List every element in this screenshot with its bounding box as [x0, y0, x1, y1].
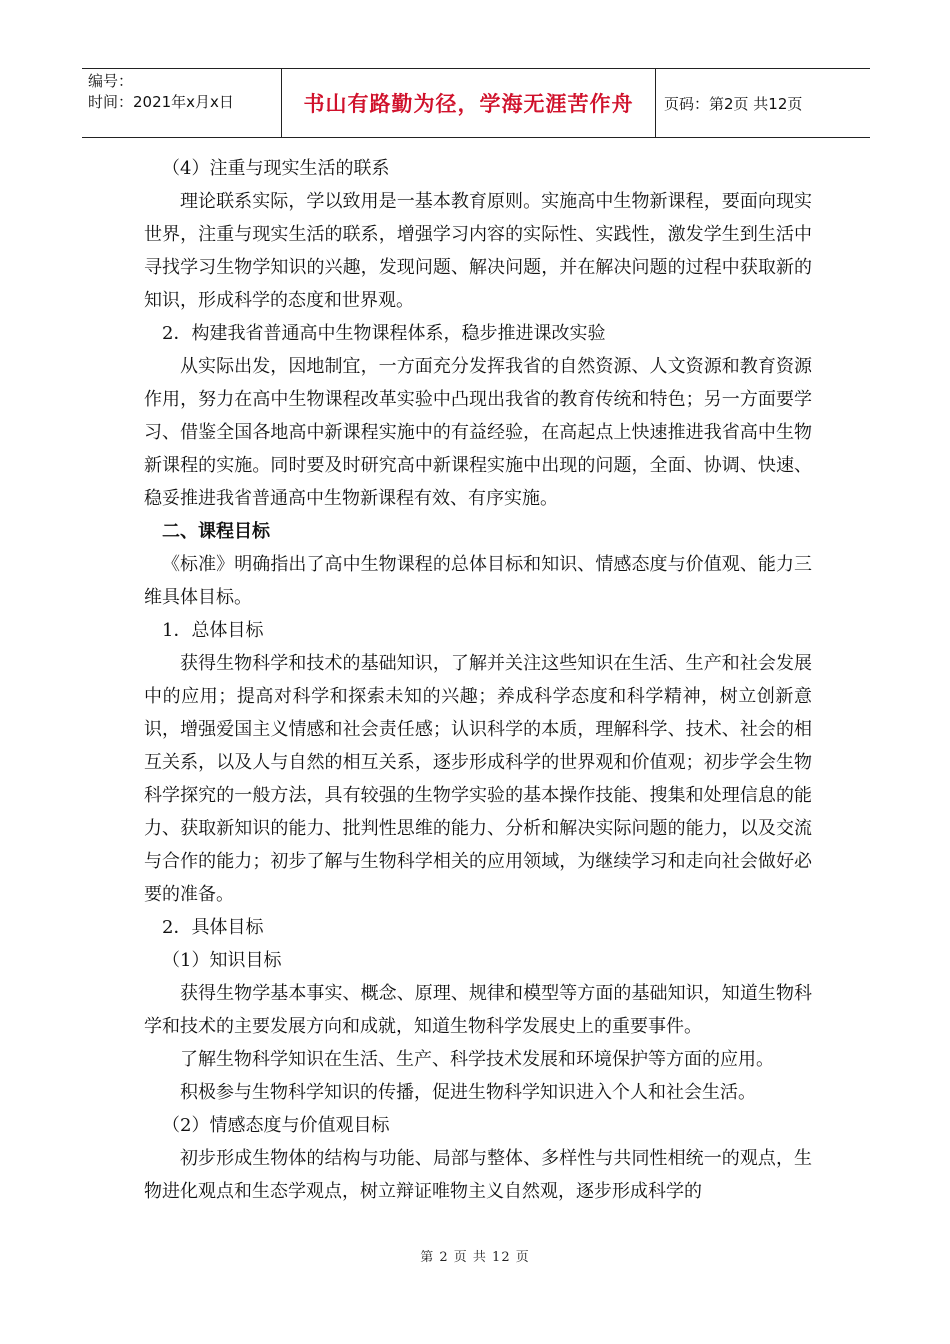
paragraph: 理论联系实际，学以致用是一基本教育原则。实施高中生物新课程，要面向现实世界，注重与现实生活的联系，增强学习内容的实际性、实践性，激发学生到生活中寻找学习生物学知识的兴趣，发现问题、解决问题，并在解决问题的过程中获取新的知识，形成科学的态度和世界观。: [144, 191, 812, 311]
paragraph: 获得生物科学和技术的基础知识，了解并关注这些知识在生活、生产和社会发展中的应用；提高对科学和探索未知的兴趣；养成科学态度和科学精神，树立创新意识，增强爱国主义情感和社会责任感；认识科学的本质，理解科学、技术、社会的相互关系，以及人与自然的相互关系，逐步形成科学的世界观和价值观；初步学会生物科学探究的一般方法，具有较强的生物学实验的基本操作技能、搜集和处理信息的能力、获取新知识的能力、批判性思维的能力、分析和解决实际问题的能力，以及交流与合作的能力；初步了解与生物科学相关的应用领域，为继续学习和走向社会做好必要的准备。: [144, 653, 812, 905]
paragraph: 2．构建我省普通高中生物课程体系，稳步推进课改实验: [162, 323, 606, 344]
paragraph: 获得生物学基本事实、概念、原理、规律和模型等方面的基础知识，知道生物科学和技术的主要发展方向和成就，知道生物科学发展史上的重要事件。: [144, 983, 812, 1037]
document-body: [144, 152, 812, 1208]
subheading: （2）情感态度与价值观目标: [162, 1115, 390, 1136]
paragraph: 初步形成生物体的结构与功能、局部与整体、多样性与共同性相统一的观点，生物进化观点和生态学观点，树立辩证唯物主义自然观，逐步形成科学的: [144, 1148, 812, 1202]
page-footer: 第 2 页 共 12 页: [420, 1250, 530, 1265]
subheading: 1．总体目标: [162, 620, 264, 641]
document-date-label: 时间：2021年x月x日: [88, 93, 234, 111]
document-number-label: 编号：: [88, 72, 134, 90]
page-header: [82, 68, 870, 138]
header-page-info: 页码：第2页 共12页: [664, 94, 803, 113]
paragraph: 积极参与生物科学知识的传播，促进生物科学知识进入个人和社会生活。: [180, 1082, 756, 1103]
subheading: （1）知识目标: [162, 950, 282, 971]
header-motto: 书山有路勤为径，学海无涯苦作舟: [282, 69, 656, 137]
section-heading: 二、课程目标: [162, 521, 270, 542]
paragraph: 了解生物科学知识在生活、生产、科学技术发展和环境保护等方面的应用。: [180, 1049, 774, 1070]
subheading: 2．具体目标: [162, 917, 264, 938]
paragraph: （4）注重与现实生活的联系: [162, 158, 390, 179]
paragraph: 《标准》明确指出了高中生物课程的总体目标和知识、情感态度与价值观、能力三维具体目标。: [144, 554, 812, 608]
paragraph: 从实际出发，因地制宜，一方面充分发挥我省的自然资源、人文资源和教育资源作用，努力在高中生物课程改革实验中凸现出我省的教育传统和特色；另一方面要学习、借鉴全国各地高中新课程实施中的有益经验，在高起点上快速推进我省高中生物新课程的实施。同时要及时研究高中新课程实施中出现的问题，全面、协调、快速、稳妥推进我省普通高中生物新课程有效、有序实施。: [144, 356, 812, 509]
header-meta: [82, 69, 282, 137]
